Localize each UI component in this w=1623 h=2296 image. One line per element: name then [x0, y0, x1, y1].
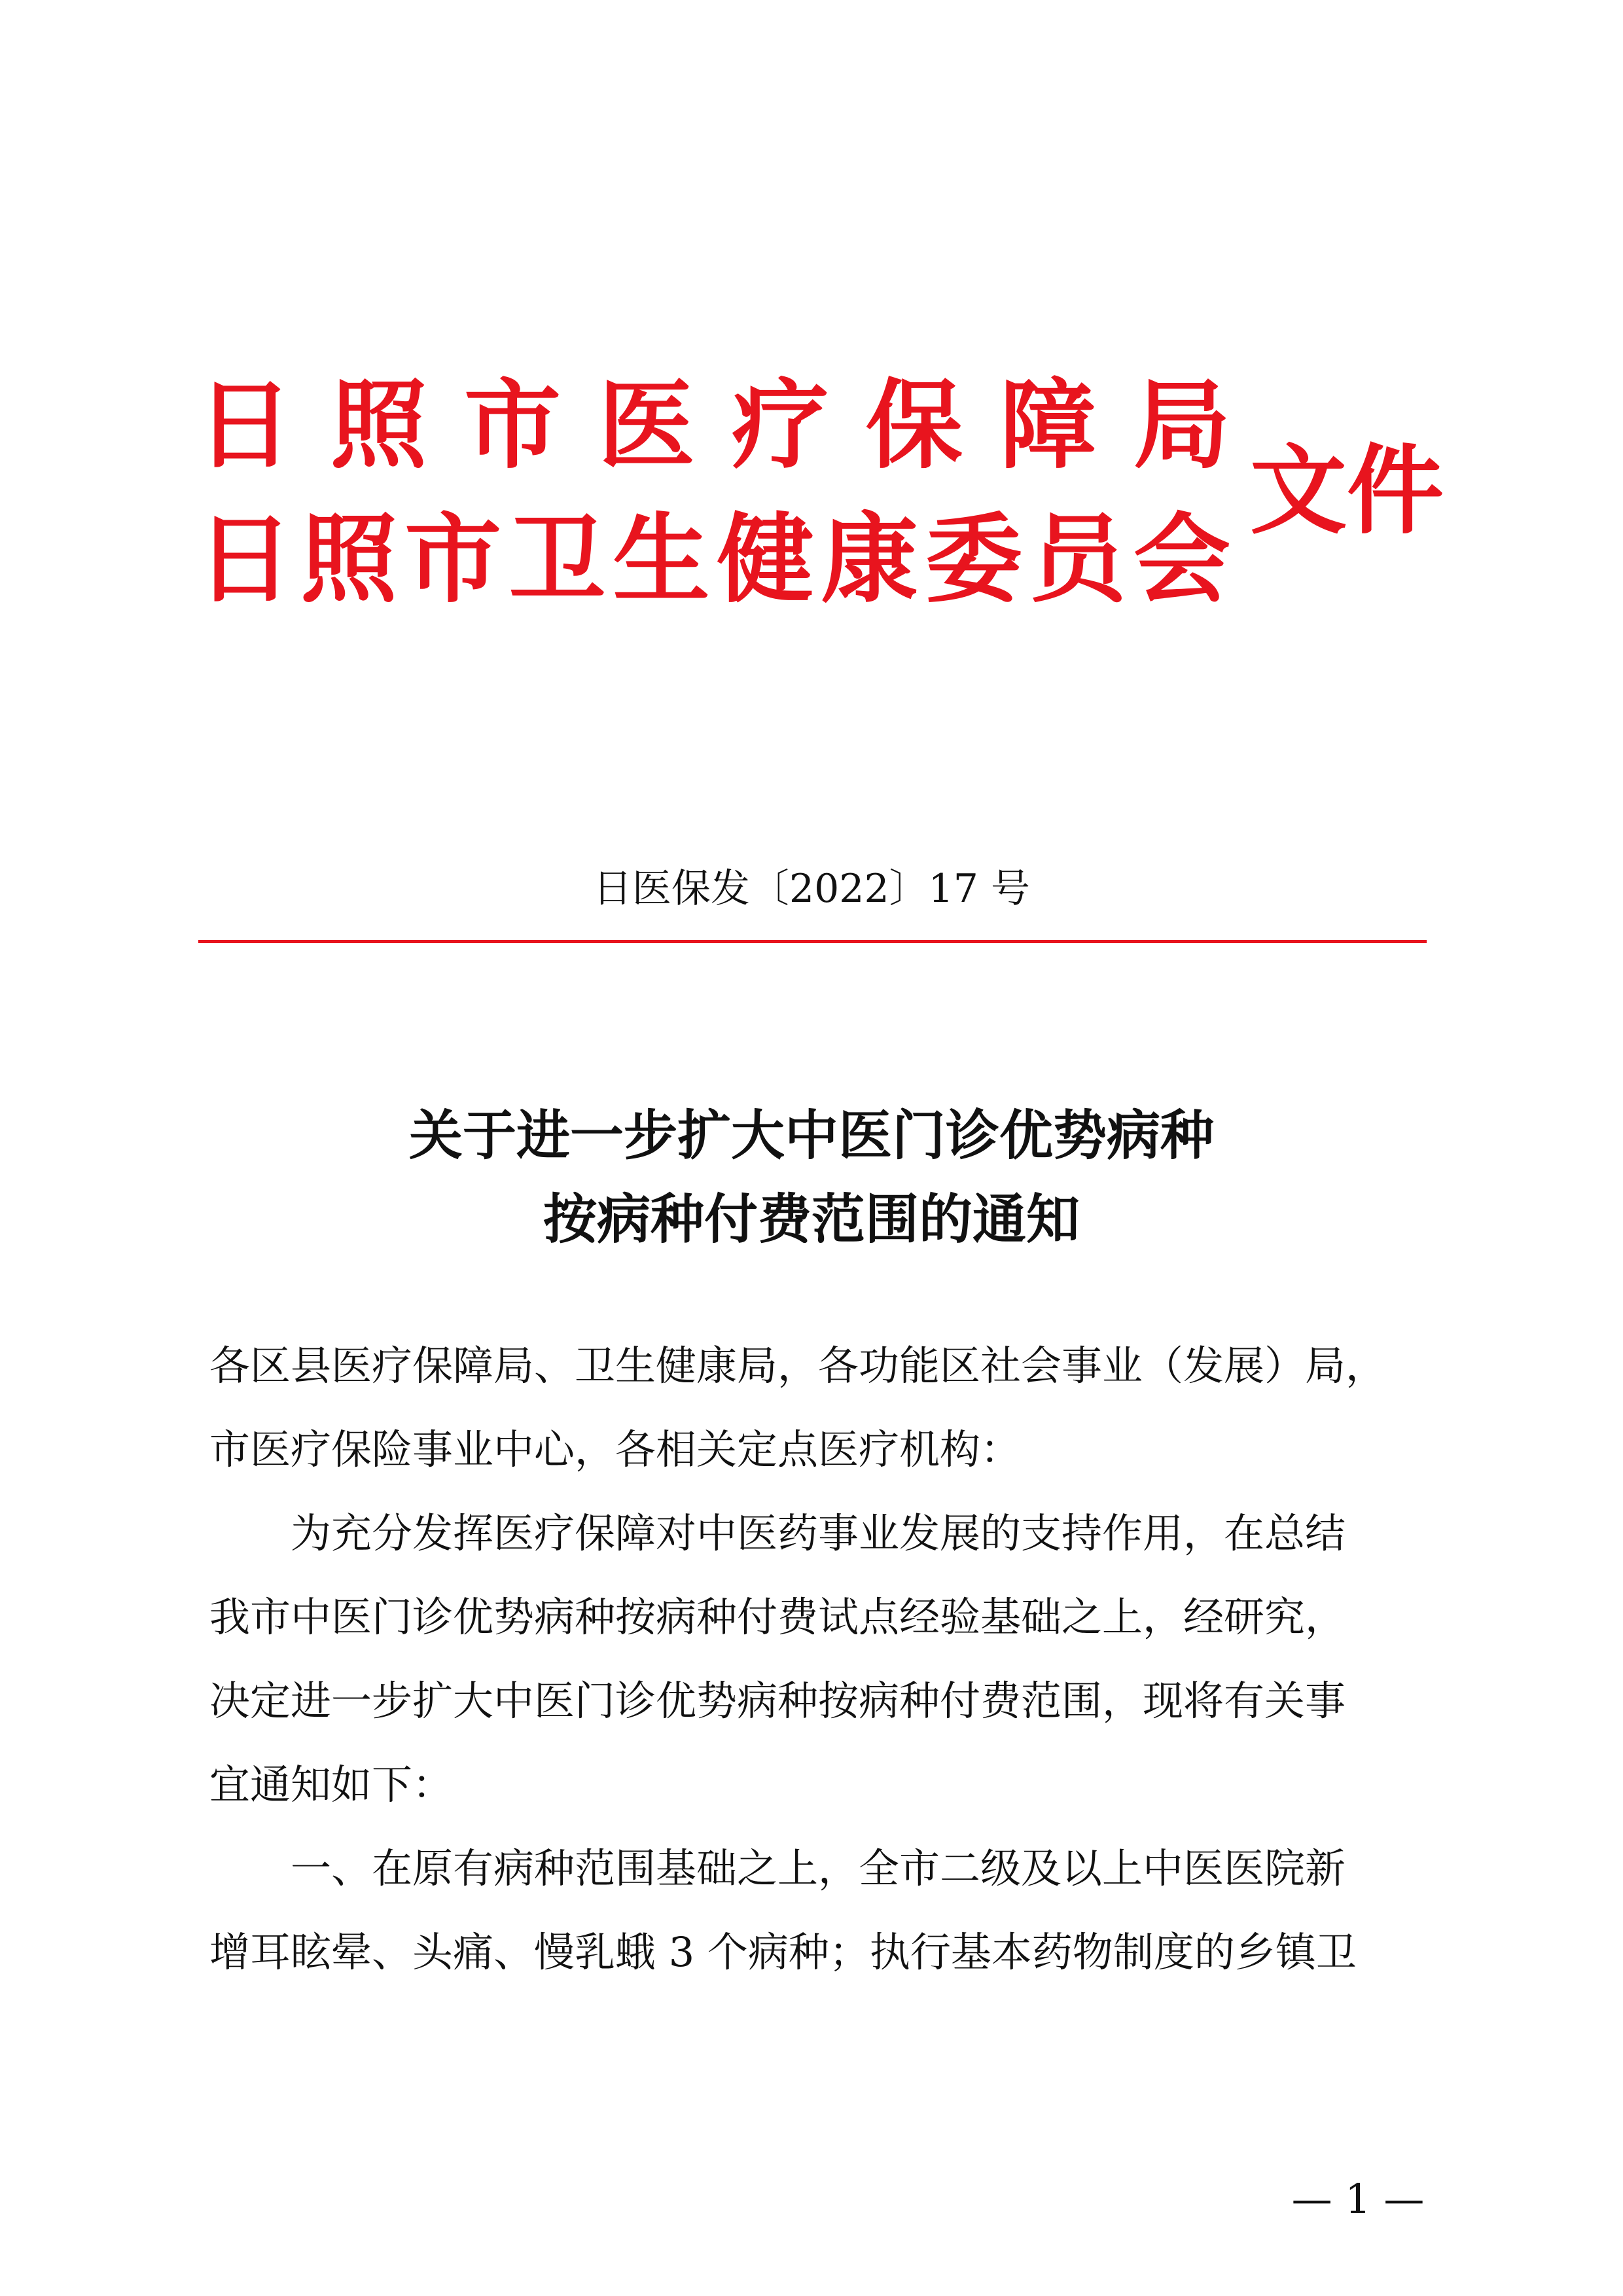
issuer-char: 市	[404, 503, 502, 616]
body-line: 一、在原有病种范围基础之上，全市二级及以上中医医院新	[209, 1844, 1346, 1892]
issuer-char: 保	[865, 369, 963, 482]
issuer-char: 员	[1029, 503, 1126, 616]
body-line: 各区县医疗保障局、卫生健康局，各功能区社会事业（发展）局，	[209, 1342, 1387, 1390]
body-line: 市医疗保险事业中心，各相关定点医疗机构：	[209, 1426, 1022, 1473]
document-number: 日医保发〔2022〕17 号	[592, 866, 1031, 912]
body-line: 增耳眩晕、头痛、慢乳蛾 3 个病种；执行基本药物制度的乡镇卫	[209, 1928, 1357, 1976]
issuer-char: 日	[196, 369, 293, 482]
issuer-name-medical-security-bureau	[196, 367, 1230, 484]
body-line: 决定进一步扩大中医门诊优势病种按病种付费范围，现将有关事	[209, 1677, 1346, 1725]
issuer-char: 健	[717, 503, 814, 616]
issuer-char: 医	[597, 369, 695, 482]
issuer-char: 市	[464, 369, 562, 482]
issuer-char: 生	[613, 503, 710, 616]
page-number: — 1 —	[1291, 2175, 1425, 2223]
issuer-char: 会	[1133, 503, 1230, 616]
issuer-char: 康	[821, 503, 918, 616]
issuer-char: 疗	[732, 369, 829, 482]
issuer-char: 局	[1133, 369, 1230, 482]
issuer-char: 障	[999, 369, 1097, 482]
document-type-label: 文件	[1250, 435, 1444, 547]
document-header	[196, 367, 1444, 641]
body-line: 我市中医门诊优势病种按病种付费试点经验基础之上，经研究，	[209, 1593, 1346, 1641]
body-line: 宜通知如下：	[209, 1761, 454, 1808]
issuer-char: 卫	[508, 503, 606, 616]
issuer-name-health-commission	[196, 501, 1230, 619]
issuer-char: 照	[330, 369, 427, 482]
issuer-char: 日	[196, 503, 293, 616]
issuer-char: 委	[925, 503, 1022, 616]
notice-title-line-1: 关于进一步扩大中医门诊优势病种	[408, 1104, 1214, 1167]
issuer-char: 照	[300, 503, 398, 616]
notice-title-line-2: 按病种付费范围的通知	[543, 1188, 1080, 1251]
body-line: 为充分发挥医疗保障对中医药事业发展的支持作用，在总结	[209, 1509, 1346, 1557]
header-divider-line	[198, 940, 1427, 943]
